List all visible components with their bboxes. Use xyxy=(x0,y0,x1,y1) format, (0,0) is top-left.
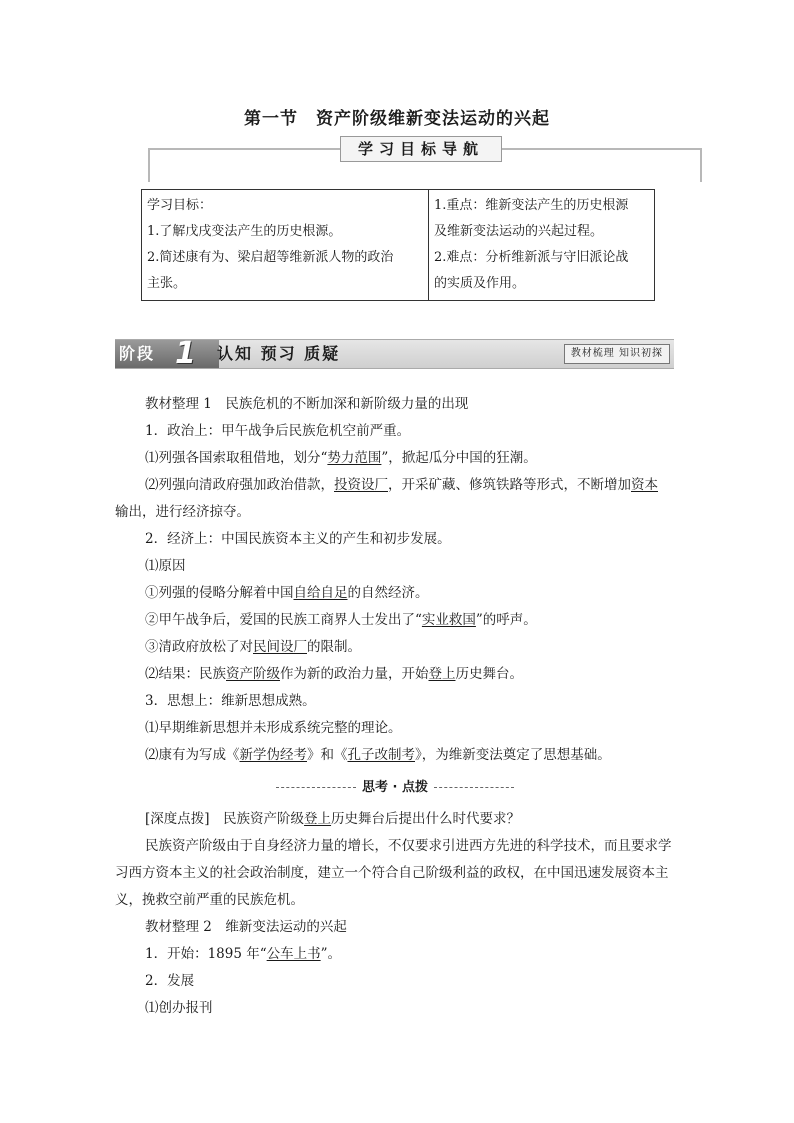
text-line: 输出，进行经济掠夺。 xyxy=(115,504,250,520)
stage-title: 认知 预习 质疑 xyxy=(217,344,341,363)
text-line: 2．发展 xyxy=(145,973,195,989)
text-line: ②甲午战争后，爱国的民族工商界人士发出了“实业救国”的呼声。 xyxy=(145,612,537,628)
stage-bar xyxy=(115,336,674,371)
text-line: [深度点拨] 民族资产阶级登上历史舞台后提出什么时代要求？ xyxy=(145,811,521,827)
text-line: 1．开始：1895 年“公车上书”。 xyxy=(145,946,342,962)
think-divider: 思考 · 点拨 xyxy=(240,780,550,796)
text-line: ⑴早期维新思想并未形成系统完整的理论。 xyxy=(145,720,402,736)
banner-line-right-v xyxy=(700,148,702,182)
section-banner: 学习目标导航 xyxy=(340,136,502,162)
text-line: 教材整理 1 民族危机的不断加深和新阶级力量的出现 xyxy=(145,396,469,412)
text-line: 3．思想上：维新思想成熟。 xyxy=(145,693,316,709)
text-line: ③清政府放松了对民间设厂的限制。 xyxy=(145,639,361,655)
text-line: ⑴列强各国索取租借地，划分“势力范围”，掀起瓜分中国的狂潮。 xyxy=(145,450,537,466)
learning-goals-table xyxy=(141,189,655,301)
paragraph: 民族资产阶级由于自身经济力量的增长，不仅要求引进西方先进的科学技术，而且要求学习西方资本主义的社会政治制度，建立一个符合自己阶级利益的政权，在中国迅速发展资本主义，挽救空前严重的民族危机。 xyxy=(115,838,672,908)
banner-line-left xyxy=(148,148,340,150)
banner-line-right xyxy=(500,148,702,150)
text-line: ⑵列强向清政府强加政治借款，投资设厂，开采矿藏、修筑铁路等形式，不断增加资本 xyxy=(145,477,658,493)
text-line: ⑵康有为写成《新学伪经考》和《孔子改制考》，为维新变法奠定了思想基础。 xyxy=(145,747,611,763)
stage-number: 1 xyxy=(175,336,196,371)
text-line: ⑴原因 xyxy=(145,558,186,574)
text-line: ①列强的侵略分解着中国自给自足的自然经济。 xyxy=(145,585,429,601)
text-line: 教材整理 2 维新变法运动的兴起 xyxy=(145,919,347,935)
text-line: 2．经济上：中国民族资本主义的产生和初步发展。 xyxy=(145,531,451,547)
stage-right-label: 教材梳理 知识初探 xyxy=(564,344,670,364)
text-line: 1．政治上：甲午战争后民族危机空前严重。 xyxy=(145,423,411,439)
text-line: ⑵结果：民族资产阶级作为新的政治力量，开始登上历史舞台。 xyxy=(145,666,523,682)
goals-left-cell: 学习目标： 1.了解戊戌变法产生的历史根源。 2.简述康有为、梁启超等维新派人物的政治 主张。 xyxy=(142,190,429,301)
banner-line-left-v xyxy=(148,148,150,182)
text-line: ⑴创办报刊 xyxy=(145,1000,213,1016)
stage-tag: 阶段 xyxy=(115,340,219,368)
goals-right-cell: 1.重点：维新变法产生的历史根源 及维新变法运动的兴起过程。 2.难点：分析维新派与守旧派论战 的实质及作用。 xyxy=(429,190,655,301)
page-title: 第一节 资产阶级维新变法运动的兴起 xyxy=(244,109,550,129)
